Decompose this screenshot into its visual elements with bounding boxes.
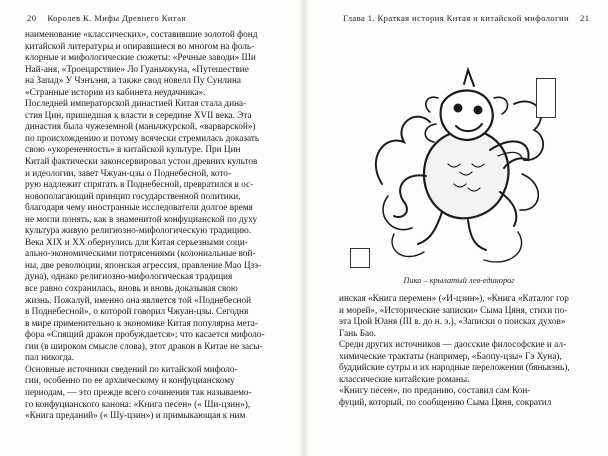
left-text-line: в Поднебесной», о которой говорил Чжуан-цзы. Сегодня: [25, 307, 249, 318]
left-page-number: 20: [27, 13, 37, 23]
left-text-line: культура живую религиозно-мифологическую традицию.: [25, 226, 252, 237]
left-text-line: дуна), однако религиозно-мифологическая традиция: [25, 272, 233, 283]
left-text-line: ально-экономическими потрясениями (колониальные вой-: [25, 249, 256, 260]
right-text-line: и морей», «Исторические записки» Сыма Цяня, стихи по-: [339, 305, 568, 316]
left-text-line: на Запад» У Чэнъэня, а также свод новелл Пу Сунлина: [25, 76, 242, 87]
left-text-line: не могли понять, как в знаменитой конфуцианской по духу: [25, 214, 258, 225]
right-text-line: Среди других источников — даосские философские и ал-: [339, 340, 567, 351]
left-body-text: [25, 30, 281, 423]
left-text-line: «Книга преданий» (« Шу-цзин») и примыкающая к ним: [25, 411, 246, 422]
left-text-line: ны, две революции, японская агрессия, правление Мао Цзэ-: [25, 260, 262, 271]
right-running-head: [343, 13, 589, 23]
pixiu-illustration: [364, 64, 554, 272]
right-text-line: классические китайские романы.: [339, 374, 470, 385]
left-text-line: гии (в широком смысле слова), этот дракон в Китае не засы-: [25, 341, 263, 352]
right-text-line: инская «Книга перемен» («И-цзин»), «Книга «Каталог гор: [339, 294, 569, 304]
right-text-line: «Книгу песен», по преданию, составил сам Кон-: [339, 386, 531, 397]
left-text-line: в мире применительно к экономике Китая популярна мета-: [25, 318, 258, 329]
left-text-line: гии, особенно по ее архаическому и конфуцианскому: [25, 376, 235, 387]
right-page: [306, 0, 608, 456]
left-text-line: благодаря чему иностранные исследователи долгое время: [25, 203, 253, 214]
left-running-head-title: Королев К. Мифы Древнего Китая: [47, 13, 186, 23]
left-text-line: периодам, — это прежде всего сочинения так называемо-: [25, 387, 252, 398]
right-page-number: 21: [580, 13, 590, 23]
left-text-line: китайской литературы и опиравшиеся во многом на фоль-: [25, 41, 255, 52]
left-text-line: жизнь. Пожалуй, именно она является той «Поднебесной: [25, 295, 252, 306]
right-body-text: [339, 294, 595, 409]
right-text-line: эта Цюй Юаня (III в. до н. э.), «Записки о поисках духов»: [339, 317, 566, 328]
right-text-line: химические трактаты (например, «Баопу-цзы» Гэ Хуна),: [339, 351, 562, 362]
left-text-line: пал никогда.: [25, 353, 75, 364]
vertical-seal-stamp: [536, 78, 556, 118]
right-text-line: фуций, который, по сообщению Сыма Цяня, сократил: [339, 397, 552, 408]
left-running-head: [27, 13, 186, 23]
left-text-line: рую надлежит спрятать в Поднебесной, превратился в ос-: [25, 180, 254, 191]
left-text-line: наименование «классических», составившие золотой фонд: [25, 30, 258, 40]
left-text-line: стия Цин, пришедшая к власти в середине XVII века. Эта: [25, 110, 252, 121]
left-text-line: свою «укорененность» в китайской культуре. При Цин: [25, 145, 241, 156]
left-text-line: все равно сохранилась, вновь и вновь доказывая свою: [25, 284, 238, 295]
left-text-line: фора «Спящий дракон пробуждается»; что касается мифоло-: [25, 330, 265, 341]
left-text-line: Века XIX и XX обернулись для Китая серьезными соци-: [25, 237, 248, 248]
figure-caption: Пико – крылатый лев-единорог: [403, 276, 515, 285]
right-text-line: буддийские сутры и их народные переложения (бяньвэнь),: [339, 363, 570, 374]
left-text-line: Основные источники сведений по китайской мифоло-: [25, 364, 238, 375]
pixiu-drawing: [364, 64, 554, 272]
left-page: [0, 0, 302, 456]
left-text-line: клорные и мифологические сюжеты: «Речные заводи» Ши: [25, 53, 256, 64]
left-text-line: Най-аня, «Троецарствие» Ло Гуаньчжуна, «Путешествие: [25, 64, 249, 75]
right-text-line: Гань Бао.: [339, 328, 377, 339]
left-text-line: династия была чужеземной (маньчжурской, «варварской»): [25, 122, 256, 133]
left-text-line: «Странные истории из кабинета неудачника».: [25, 87, 206, 98]
left-text-line: новополагающий принцип государственной политики,: [25, 191, 241, 202]
left-text-line: Китай фактически законсервировал устои древних культов: [25, 157, 258, 168]
left-text-line: и идеологии, завет Чжуан-цзы о Поднебесной, кото-: [25, 168, 231, 179]
left-text-line: го конфуцианского канона: «Книга песен» (« Ши-цзин»),: [25, 399, 251, 410]
small-seal-stamp: [350, 248, 370, 268]
right-running-head-title: Глава 1. Краткая история Китая и китайской мифологии: [343, 13, 570, 23]
left-text-line: Последней императорской династией Китая стала дина-: [25, 99, 247, 110]
left-text-line: по происхождению и потому всячески стремилась доказать: [25, 133, 260, 144]
